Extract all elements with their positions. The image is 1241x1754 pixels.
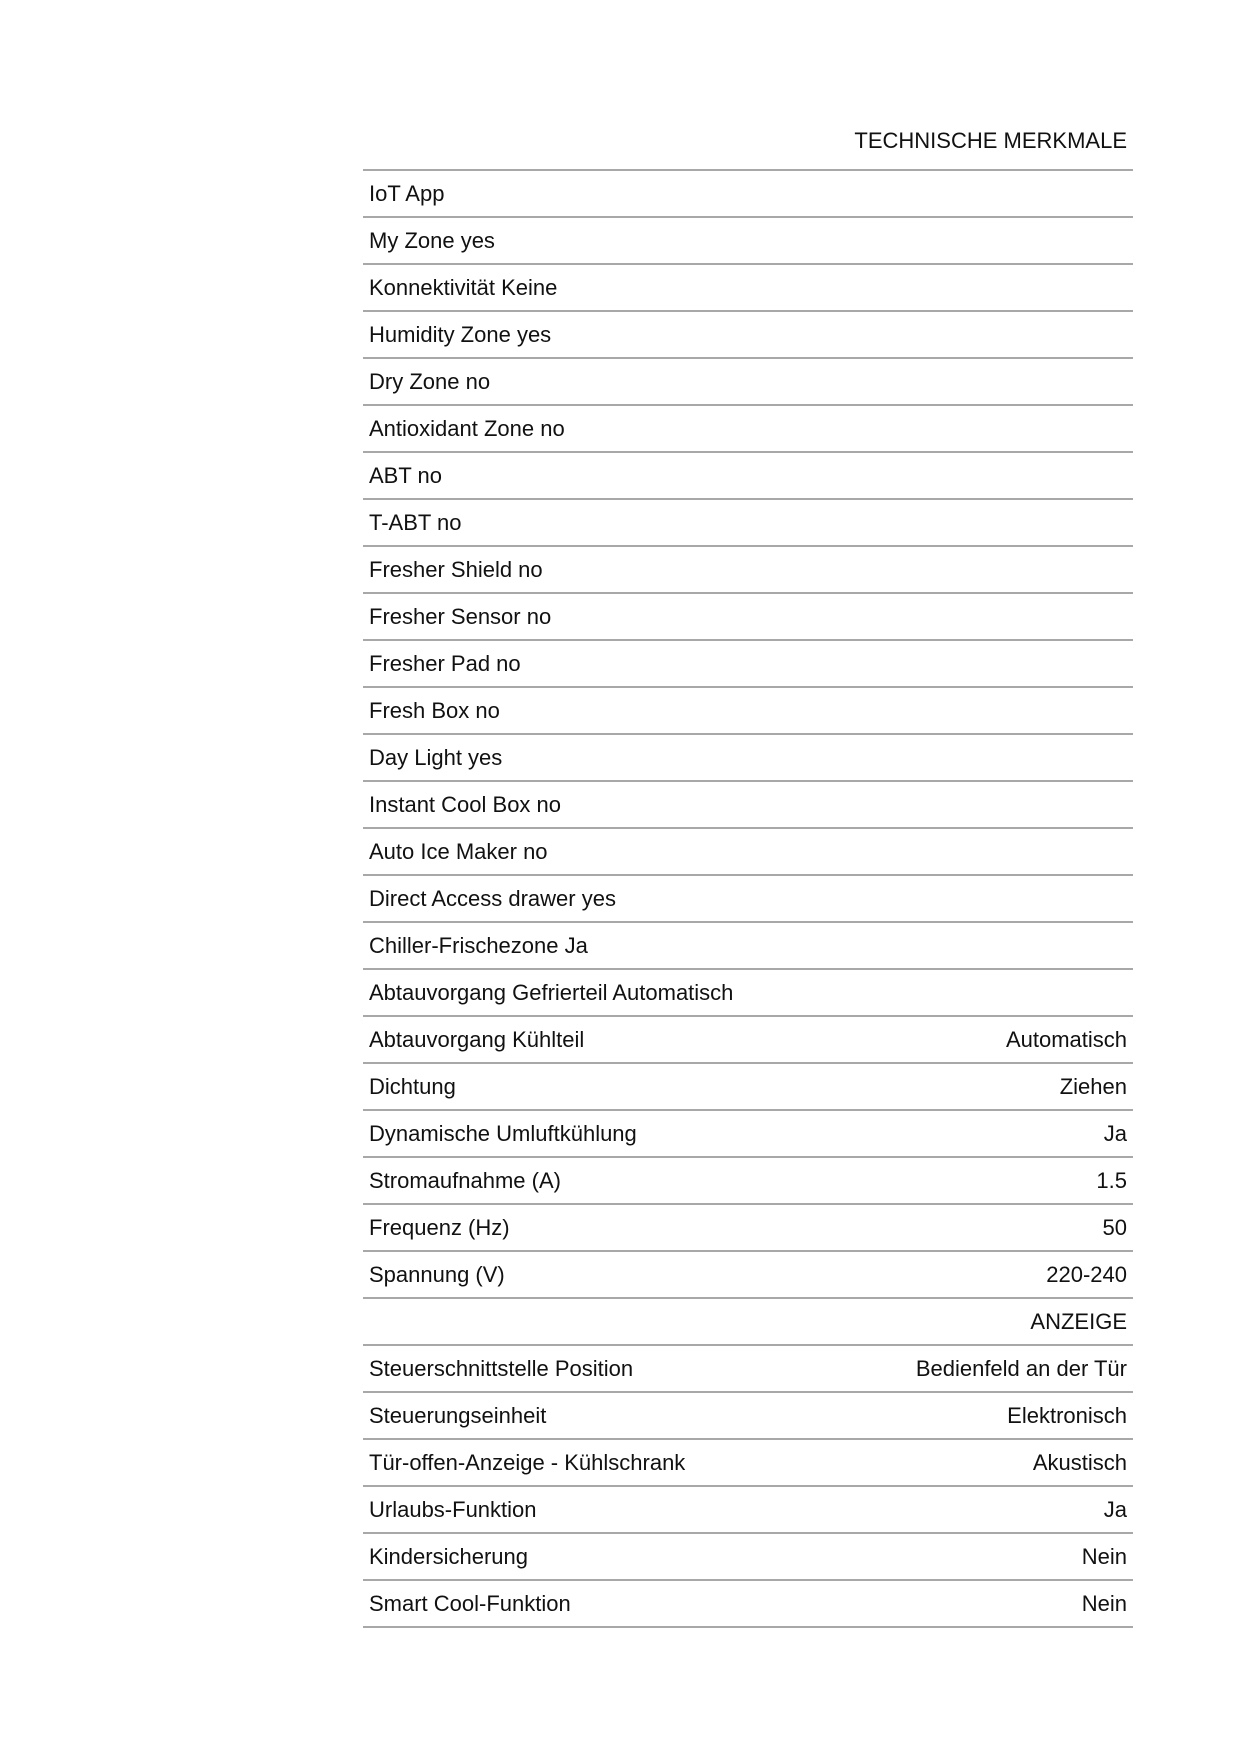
- spec-row: [363, 1252, 1133, 1299]
- spec-row: [363, 1534, 1133, 1581]
- spec-label: My Zone yes: [369, 227, 495, 253]
- spec-row: [363, 641, 1133, 688]
- spec-value: Bedienfeld an der Tür: [915, 1355, 1127, 1381]
- spec-row: [363, 218, 1133, 265]
- spec-label: Steuerungseinheit: [369, 1402, 547, 1428]
- spec-label: Auto Ice Maker no: [369, 838, 548, 864]
- spec-row: [363, 829, 1133, 876]
- spec-label: Spannung (V): [369, 1261, 505, 1287]
- spec-label: Urlaubs-Funktion: [369, 1496, 537, 1522]
- spec-value: Automatisch: [1005, 1026, 1127, 1052]
- spec-label: Direct Access drawer yes: [369, 885, 616, 911]
- spec-row: [363, 1064, 1133, 1111]
- spec-row: [363, 1158, 1133, 1205]
- spec-label: Fresher Shield no: [369, 556, 543, 582]
- spec-row: [363, 312, 1133, 359]
- spec-value: Ja: [1103, 1496, 1127, 1522]
- spec-label: Fresher Sensor no: [369, 603, 552, 629]
- spec-value: Ja: [1103, 1120, 1127, 1146]
- spec-label: IoT App: [369, 180, 445, 206]
- spec-row: [363, 594, 1133, 641]
- spec-value: 50: [1102, 1214, 1127, 1240]
- spec-row: [363, 782, 1133, 829]
- spec-row: [363, 876, 1133, 923]
- spec-label: Stromaufnahme (A): [369, 1167, 561, 1193]
- spec-label: Fresh Box no: [369, 697, 500, 723]
- spec-label: Tür-offen-Anzeige - Kühlschrank: [369, 1449, 686, 1475]
- spec-row: [363, 970, 1133, 1017]
- spec-row: [363, 1205, 1133, 1252]
- spec-row: [363, 500, 1133, 547]
- spec-row: [363, 1581, 1133, 1628]
- spec-row: [363, 1440, 1133, 1487]
- spec-label: Fresher Pad no: [369, 650, 521, 676]
- spec-value: ANZEIGE: [1030, 1308, 1127, 1334]
- spec-row: [363, 265, 1133, 312]
- spec-value: Elektronisch: [1007, 1402, 1127, 1428]
- spec-row: [363, 1346, 1133, 1393]
- spec-value: 1.5: [1096, 1167, 1127, 1193]
- spec-label: Dynamische Umluftkühlung: [369, 1120, 637, 1146]
- spec-row: [363, 688, 1133, 735]
- spec-label: Chiller-Frischezone Ja: [369, 932, 588, 958]
- spec-row: [363, 923, 1133, 970]
- spec-label: Abtauvorgang Gefrierteil Automatisch: [369, 979, 734, 1005]
- spec-label: T-ABT no: [369, 509, 462, 535]
- spec-row: [363, 1111, 1133, 1158]
- spec-label: Kindersicherung: [369, 1543, 528, 1569]
- spec-value: Nein: [1081, 1543, 1127, 1569]
- spec-row: [363, 547, 1133, 594]
- spec-label: Dry Zone no: [369, 368, 491, 394]
- spec-label: Konnektivität Keine: [369, 274, 558, 300]
- spec-row: [363, 735, 1133, 782]
- spec-value: Ziehen: [1059, 1073, 1127, 1099]
- spec-row: [363, 359, 1133, 406]
- spec-label: Humidity Zone yes: [369, 321, 552, 347]
- spec-label: Frequenz (Hz): [369, 1214, 510, 1240]
- spec-label: ABT no: [369, 462, 442, 488]
- spec-row: [363, 406, 1133, 453]
- spec-row: [363, 1487, 1133, 1534]
- spec-value: Nein: [1081, 1590, 1127, 1616]
- spec-value: 220-240: [1046, 1261, 1127, 1287]
- spec-label: Instant Cool Box no: [369, 791, 562, 817]
- spec-row: [363, 1017, 1133, 1064]
- spec-row: [363, 1299, 1133, 1346]
- spec-value: Akustisch: [1032, 1449, 1127, 1475]
- section-title: TECHNISCHE MERKMALE: [854, 128, 1127, 153]
- spec-label: Antioxidant Zone no: [369, 415, 565, 441]
- spec-label: Day Light yes: [369, 744, 503, 770]
- spec-row: [363, 453, 1133, 500]
- spec-label: Steuerschnittstelle Position: [369, 1355, 634, 1381]
- spec-label: Abtauvorgang Kühlteil: [369, 1026, 585, 1052]
- spec-table: [363, 169, 1133, 1628]
- spec-label: Dichtung: [369, 1073, 456, 1099]
- spec-row: [363, 171, 1133, 218]
- spec-row: [363, 1393, 1133, 1440]
- spec-label: Smart Cool-Funktion: [369, 1590, 571, 1616]
